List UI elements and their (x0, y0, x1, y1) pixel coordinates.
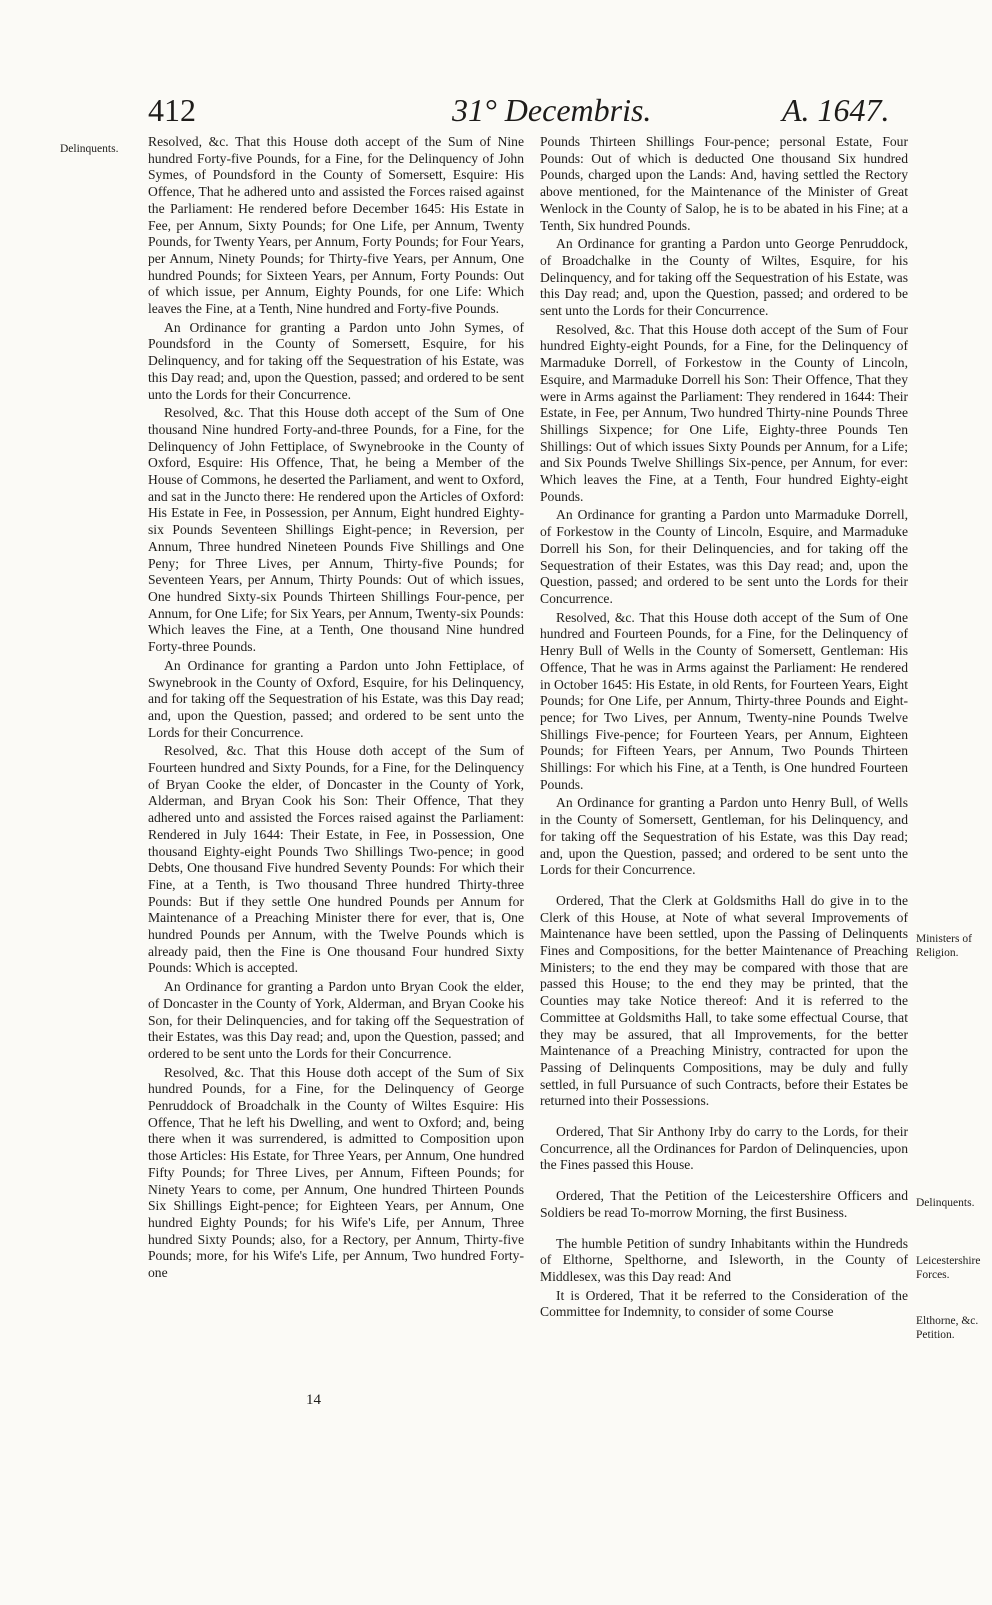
paragraph-cooke-fine: Resolved, &c. That this House doth accept of the Sum of Fourteen hundred and Sixty Pounds, for a Fine, for the Delinquency of Bryan Cooke the elder, of Doncaster in the County of York, Alderman, and Bryan Cook his Son: Their Offence, That they adhered unto and assisted the Forces raised against the Parliament: Rendered in July 1644: Their Estate, in Fee, in Possession, One thousand Eighty-eight Pounds Two Shillings Two-pence; in good Debts, One thousand Five hundred Seventy Pounds: For which their Fine, at a Tenth, is Two thousand Three hundred Thirty-three Pounds: But if they settle One hundred Pounds per Annum for Maintenance of a Preaching Minister there for ever, that is, One hundred Pounds per Annum, with the Twelve Pounds which is already paid, then the Fine is One thousand Four hundred Sixty Pounds: Which is accepted. (148, 743, 524, 976)
margin-note-delinquents-2: Delinquents. (916, 1197, 975, 1209)
paragraph-symes-pardon: An Ordinance for granting a Pardon unto John Symes, of Poundsford in the County of Somersett, Esquire, for his Delinquency, and for taking off the Sequestration of his Estate, was this Day read; and, upon the Question, passed; and ordered to be sent unto the Lords for their Concurrence. (148, 319, 524, 402)
margin-note-ministers: Ministers of Religion. (916, 933, 972, 959)
left-column (148, 134, 524, 1284)
paragraph-fettiplace-pardon: An Ordinance for granting a Pardon unto John Fettiplace, of Swynebrook in the County of Oxford, Esquire, for his Delinquency, and for taking off the Sequestration of his Estate, was this Day read; and, upon the Question, passed; and ordered to be sent unto the Lords for their Concurrence. (148, 657, 524, 740)
right-column (540, 134, 908, 1323)
paragraph-penruddock-fine: Resolved, &c. That this House doth accept of the Sum of Six hundred Pounds, for a Fine, for the Delinquency of George Penruddock of Broadchalk in the County of Wiltes Esquire: His Offence, That he left his Dwelling, and went to Oxford; and, being there when it was surrendered, is admitted to Composition upon those Articles: His Estate, for Three Years, per Annum, One hundred Fifty Pounds; for Three Lives, per Annum, Fifteen Pounds; for Ninety Years to come, per Annum, One hundred Thirteen Pounds Six Shillings Eight-pence; for Eighteen Years, per Annum, One hundred Eighty Pounds; for his Wife's Life, per Annum, Three hundred Sixty Pounds; also, for a Rectory, per Annum, Thirty-five Pounds; more, for his Wife's Life, per Annum, Two hundred Forty-one (148, 1064, 524, 1281)
paragraph-indemnity: It is Ordered, That it be referred to the Consideration of the Committee for Indemnity, to consider of some Course (540, 1287, 908, 1320)
paragraph-bull-fine: Resolved, &c. That this House doth accept of the Sum of One hundred and Fourteen Pounds, for a Fine, for the Delinquency of Henry Bull of Wells in the County of Somersett, Gentleman: His Offence, That he was in Arms against the Parliament: He rendered in October 1645: His Estate, in old Rents, for Fourteen Years, Eight Pounds; for One Life, per Annum, Thirty-three Pounds and Eight-pence; for Two Lives, per Annum, Twenty-nine Pounds Twelve Shillings Five-pence; for Fourteen Years, per Annum, Eighteen Pounds; for Fifteen Years, per Annum, Two Pounds Thirteen Shillings: For which his Fine, at a Tenth, is One hundred Fourteen Pounds. (540, 609, 908, 792)
margin-note-delinquents: Delinquents. (60, 143, 119, 155)
paragraph-dorrell-pardon: An Ordinance for granting a Pardon unto Marmaduke Dorrell, of Forkestow in the County of Lincoln, Esquire, and Marmaduke Dorrell his Son, for their Delinquencies, and for taking off the Sequestration of their Estates, was this Day read; and, upon the Question, passed; and ordered to be sent unto the Lords for their Concurrence. (540, 507, 908, 606)
paragraph-penruddock-cont: Pounds Thirteen Shillings Four-pence; personal Estate, Four Pounds: Out of which is deducted One thousand Six hundred Pounds, charged upon the Lands: And, having settled the Rectory above mentioned, for the Maintenance of the Minister of Great Wenlock in the County of Salop, he is to be abated in his Fine; at a Tenth, Six hundred Pounds. (540, 134, 908, 233)
paragraph-elthorne-petition: The humble Petition of sundry Inhabitants within the Hundreds of Elthorne, Spelthorne, and Isleworth, in the County of Middlesex, was this Day read: And (540, 1235, 908, 1284)
paragraph-symes-fine: Resolved, &c. That this House doth accept of the Sum of Nine hundred Forty-five Pounds, for a Fine, for the Delinquency of John Symes, of Poundsford in the County of Somersett, Esquire: His Offence, That he adhered unto and assisted the Forces raised against the Parliament: He rendered before December 1645: His Estate in Fee, per Annum, Sixty Pounds; for One Life, per Annum, Twenty Pounds, for Twenty Years, per Annum, Forty Pounds; for Four Years, per Annum, Ninety Pounds; for Thirty-five Years, per Annum, One hundred Pounds; for Sixteen Years, per Annum, Forty Pounds: Out of which issue, per Annum, Eighty Pounds, for one Life: Which leaves the Fine, at a Tenth, Nine hundred and Forty-five Pounds. (148, 134, 524, 317)
page-year-heading: A. 1647. (782, 92, 890, 128)
paragraph-leicestershire: Ordered, That the Petition of the Leicestershire Officers and Soldiers be read To-morrow Morning, the first Business. (540, 1188, 908, 1220)
margin-note-leicestershire: Leicestershire Forces. (916, 1255, 981, 1281)
signature-mark: 14 (306, 1392, 321, 1408)
paragraph-goldsmiths-hall: Ordered, That the Clerk at Goldsmiths Hall do give in to the Clerk of this House, at Note of what several Improvements of Maintenance have been settled, upon the Passing of Delinquents Fines and Compositions, for the better Maintenance of Preaching Ministers; to the end they may be compared with those that are passed this House; to the end they may be printed, that the Counties may take Notice thereof: And it is referred to the Committee at Goldsmiths Hall, to take some effectual Course, that they may be assured, that all Improvements, for the better Maintenance of a Preaching Ministry, contracted for upon the Passing of Delinquents Compositions, may be duly and fully settled, in full Pursuance of such Contracts, before their Estates be returned into their Possessions. (540, 892, 908, 1109)
paragraph-dorrell-fine: Resolved, &c. That this House doth accept of the Sum of Four hundred Eighty-eight Pounds, for a Fine, for the Delinquency of Marmaduke Dorrell, of Forkestow in the County of Lincoln, Esquire, and Marmaduke Dorrell his Son: Their Offence, That they were in Arms against the Parliament: They rendered in 1644: Their Estate, in Fee, per Annum, Two hundred Thirty-nine Pounds Three Shillings Sixpence; for One Life, Eighty-three Pounds Ten Shillings: Out of which issues Sixty Pounds per Annum, for a Life; and Six Pounds Twelve Shillings Six-pence, per Annum, for ever: Which leaves the Fine, at a Tenth, Four hundred Eighty-eight Pounds. (540, 321, 908, 504)
paragraph-cooke-pardon: An Ordinance for granting a Pardon unto Bryan Cook the elder, of Doncaster in the County of York, Alderman, and Bryan Cooke his Son, for their Delinquencies, and for taking off the Sequestration of their Estates, was this Day read; and, upon the Question, passed; and ordered to be sent unto the Lords for their Concurrence. (148, 979, 524, 1061)
page-date-heading: 31° Decembris. (452, 92, 652, 128)
paragraph-fettiplace-fine: Resolved, &c. That this House doth accept of the Sum of One thousand Nine hundred Forty-and-three Pounds, for a Fine, for the Delinquency of John Fettiplace, of Swynebrooke in the County of Oxford, Esquire: His Offence, That, he being a Member of the House of Commons, he deserted the Parliament, and went to Oxford, and sat in the Juncto there: He rendered upon the Articles of Oxford: His Estate in Fee, in Possession, per Annum, Eight hundred Eighty-six Pounds Seventeen Shillings Eight-pence; in Reversion, per Annum, Three hundred Nineteen Pounds Five Shillings and One Peny; for Three Lives, per Annum, Thirty-five Pounds; for Seventeen Years, per Annum, Thirty Pounds: Out of which issues, One hundred Sixty-six Pounds Thirteen Shillings Four-pence, per Annum, for One Life; for Six Years, per Annum, Twenty-six Pounds: Which leaves the Fine, at a Tenth, One thousand Nine hundred Forty-three Pounds. (148, 405, 524, 655)
margin-note-elthorne: Elthorne, &c. Petition. (916, 1315, 979, 1341)
paragraph-penruddock-pardon: An Ordinance for granting a Pardon unto George Penruddock, of Broadchalke in the County of Wiltes, Esquire, for his Delinquency, and for taking off the Sequestration of his Estate, was this Day read; and, upon the Question, passed; and ordered to be sent unto the Lords for their Concurrence. (540, 236, 908, 319)
page-number: 412 (148, 92, 196, 128)
paragraph-bull-pardon: An Ordinance for granting a Pardon unto Henry Bull, of Wells in the County of Somersett, Gentleman, for his Delinquency, and for taking off the Sequestration of his Estate, was this Day read; and, upon the Question, passed; and ordered to be sent unto the Lords for their Concurrence. (540, 795, 908, 878)
paragraph-irby: Ordered, That Sir Anthony Irby do carry to the Lords, for their Concurrence, all the Ordinances for Pardon of Delinquencies, upon the Fines passed this House. (540, 1124, 908, 1173)
